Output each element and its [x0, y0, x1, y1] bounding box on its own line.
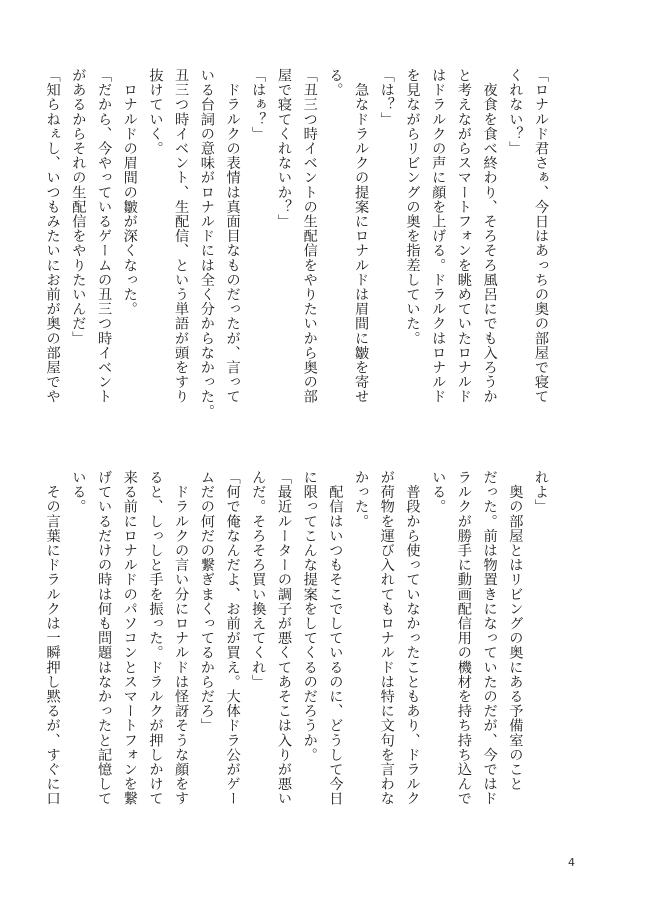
text-line: 屋で寝てくれないか？」: [275, 68, 292, 229]
text-line: 普段から使っていなかったこともあり、ドラルク: [404, 470, 421, 806]
text-line: んだ。そろそろ買い換えてくれ」: [250, 470, 267, 689]
text-line: いる。: [70, 470, 87, 514]
text-line: 「は？」: [378, 68, 395, 127]
text-line: に限ってこんな提案をしてくるのだろうか。: [301, 470, 318, 762]
text-line: と考えながらスマートフォンを眺めていたロナルド: [455, 68, 472, 404]
text-line: いる。: [430, 470, 447, 514]
text-line: 「最近ルーターの調子が悪くてあそこは入りが悪い: [275, 470, 292, 806]
text-line: はドラルクの声に顔を上げる。ドラルクはロナルド: [430, 68, 447, 404]
text-line: ロナルドの眉間の皺が深くなった。: [121, 68, 138, 317]
page-number: 4: [568, 856, 575, 869]
top-text-block: [44, 68, 553, 430]
text-line: げているだけの時は何も問題はなかったと記憶して: [96, 470, 113, 806]
text-line: 抜けていく。: [147, 68, 164, 156]
bottom-text-block: [44, 470, 553, 832]
text-line: 「はぁ？」: [250, 68, 267, 141]
text-line: があるからそれの生配信をやりたいんだ」: [70, 68, 87, 346]
text-line: 「丑三つ時イベントの生配信をやりたいから奥の部: [301, 68, 318, 404]
text-line: その言葉にドラルクは一瞬押し黙るが、すぐに口: [44, 470, 61, 806]
text-line: る。: [327, 68, 344, 98]
text-line: 「だから、今やっているゲームの丑三つ時イベント: [96, 68, 113, 404]
text-line: かった。: [353, 470, 370, 529]
text-line: ムだの何だの繋ぎまくってるからだろ」: [198, 470, 215, 733]
text-line: 急なドラルクの提案にロナルドは眉間に皺を寄せ: [353, 68, 370, 404]
text-line: ラルクが勝手に動画配信用の機材を持ち持ち込んで: [455, 470, 472, 806]
text-line: 来る前にロナルドのパソコンとスマートフォンを繋: [121, 470, 138, 806]
text-line: 「知らねぇし、いつもみたいにお前が奥の部屋でや: [44, 68, 61, 404]
text-line: れよ」: [533, 470, 549, 514]
text-line: ドラルクの表情は真面目なものだったが、言って: [224, 68, 241, 404]
text-line: だった。前は物置きになっていたのだが、今ではド: [481, 470, 498, 806]
text-line: ると、しっしと手を振った。ドラルクが押しかけて: [147, 470, 164, 806]
text-line: ドラルクの言い分にロナルドは怪訝そうな顔をす: [173, 470, 190, 806]
text-line: を見ながらリビングの奥を指差していた。: [404, 68, 421, 346]
text-line: 「ロナルド君さぁ、今日はあっちの奥の部屋で寝て: [533, 68, 549, 404]
text-line: が荷物を運び入れてもロナルドは特に文句を言わな: [378, 470, 395, 806]
text-line: いる台詞の意味がロナルドには全く分からなかった。: [198, 68, 215, 419]
text-line: 奥の部屋とはリビングの奥にある予備室のこと: [507, 470, 524, 792]
text-line: 「何で俺なんだよ、お前が買え。大体ドラ公がゲー: [224, 470, 241, 806]
text-line: 配信はいつもそこでしているのに、どうして今日: [327, 470, 344, 806]
text-line: 夜食を食べ終わり、そろそろ風呂にでも入ろうか: [481, 68, 498, 404]
text-line: 丑三つ時イベント、生配信、という単語が頭をすり: [173, 68, 190, 404]
text-line: くれない？」: [507, 68, 524, 156]
